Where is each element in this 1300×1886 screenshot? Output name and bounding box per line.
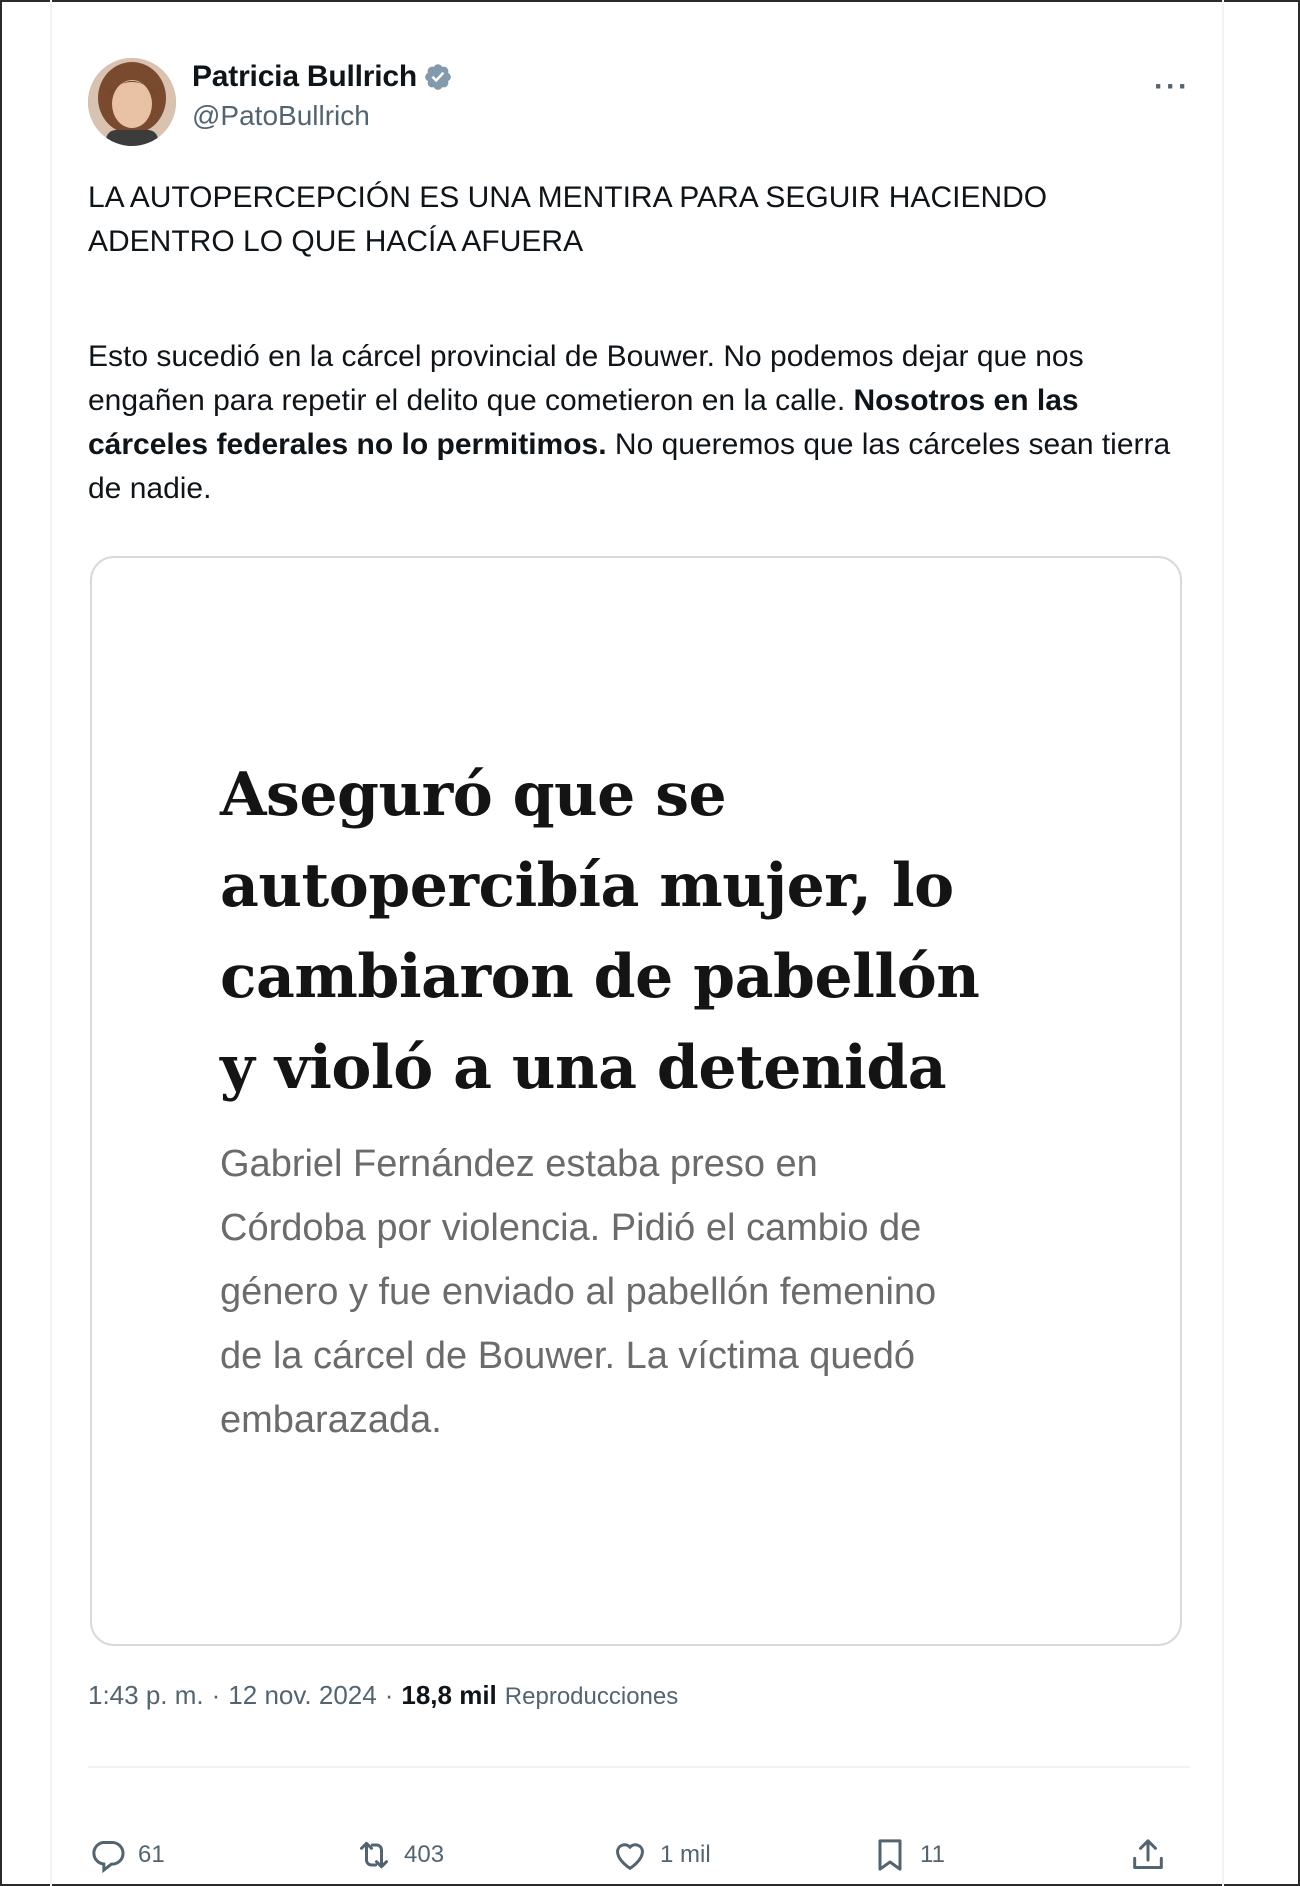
tweet-meta [88,1680,678,1711]
tweet [88,50,1190,1868]
avatar[interactable] [88,58,176,146]
tweet-body [88,335,1188,511]
tweet-header [88,50,1190,150]
tweet-time[interactable]: 1:43 p. m. [88,1680,204,1710]
like-button[interactable] [610,1835,711,1875]
avatar-image [88,58,176,146]
tweet-headline: LA AUTOPERCEPCIÓN ES UNA MENTIRA PARA SEGUIR HACIENDO ADENTRO LO QUE HACÍA AFUERA [88,181,1048,258]
timeline-border-right [1222,0,1224,1886]
reply-icon [88,1835,128,1875]
views-count: 18,8 mil [401,1680,497,1710]
reply-button[interactable] [88,1835,165,1875]
heart-icon [610,1835,650,1875]
more-horizontal-icon: ··· [1154,70,1190,103]
tweet-body-bold: Nosotros en las cárceles federales no lo permitimos. [88,384,1079,461]
tweet-date[interactable]: 12 nov. 2024 [228,1680,377,1710]
author-name[interactable]: Patricia Bullrich [192,60,418,93]
retweet-count: 403 [404,1841,445,1868]
author-handle[interactable]: @PatoBullrich [192,100,370,131]
share-button[interactable] [1128,1835,1168,1875]
card-title: Aseguró que se autopercibía mujer, lo cambiaron de pabellón y violó a una detenida [220,760,980,1103]
divider [88,1766,1190,1768]
bookmark-icon [870,1835,910,1875]
bookmark-count: 11 [920,1841,945,1868]
like-count: 1 mil [660,1841,711,1868]
timeline-border-left [50,0,52,1886]
verified-badge-icon[interactable] [423,62,453,92]
bookmark-button[interactable] [870,1835,945,1875]
card-subtitle: Gabriel Fernández estaba preso en Córdoba por violencia. Pidió el cambio de género y fue enviado al pabellón femenino de la cárcel de Bouwer. La víctima quedó embarazada. [220,1143,937,1441]
link-card[interactable] [90,556,1182,1646]
reply-count: 61 [138,1841,165,1868]
name-row [192,60,453,94]
tweet-body-part1: Esto sucedió en la cárcel provincial de Bouwer. No podemos dejar que nos engañen para repetir el delito que cometieron en la calle. [88,340,1084,417]
tweet-body-part2: No queremos que las cárceles sean tierra de nadie. [88,428,1171,505]
more-options-button[interactable] [1154,70,1190,104]
retweet-button[interactable] [354,1835,444,1875]
meta-separator: · [384,1680,394,1710]
views-label: Reproducciones [504,1683,679,1710]
retweet-icon [354,1835,394,1875]
author-info [192,60,453,132]
share-icon [1128,1835,1168,1875]
action-bar [88,1835,1190,1881]
meta-separator: · [211,1680,221,1710]
